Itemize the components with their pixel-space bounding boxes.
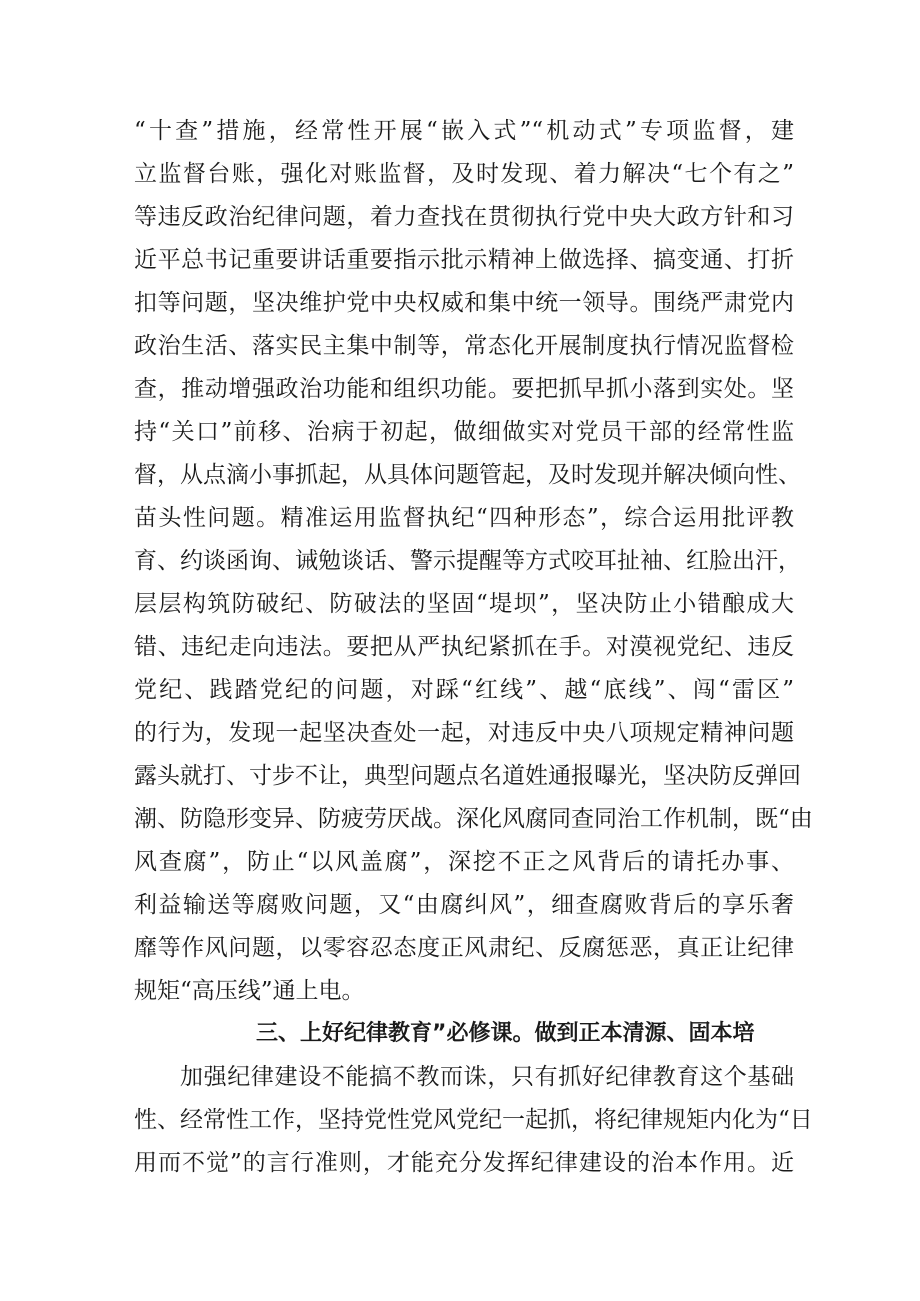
section-heading: 三、上好纪律教育”必修课。做到正本清源、固本培 bbox=[256, 1021, 755, 1046]
paragraph-line: 苗头性问题。精准运用监督执纪“四种形态”，综合运用批评教 bbox=[134, 505, 794, 531]
paragraph-line: “十查”措施，经常性开展“嵌入式”“机动式”专项监督，建 bbox=[134, 118, 794, 144]
paragraph-line: 近平总书记重要讲话重要指示批示精神上做选择、搞变通、打折 bbox=[134, 247, 794, 273]
paragraph-line: 性、经常性工作，坚持党性党风党纪一起抓，将纪律规矩内化为“日 bbox=[134, 1107, 813, 1133]
paragraph-line: 露头就打、寸步不让，典型问题点名道姓通报曝光，坚决防反弹回 bbox=[134, 763, 801, 789]
paragraph-line: 风查腐”，防止“以风盖腐”，深挖不正之风背后的请托办事、 bbox=[134, 849, 794, 875]
paragraph-line: 政治生活、落实民主集中制等，常态化开展制度执行情况监督检 bbox=[134, 333, 794, 359]
paragraph-line: 靡等作风问题，以零容忍态度正风肃纪、反腐惩恶，真正让纪律 bbox=[134, 935, 794, 961]
paragraph-line: 持“关口”前移、治病于初起，做细做实对党员干部的经常性监 bbox=[134, 419, 794, 445]
paragraph-line: 层层构筑防破纪、防破法的坚固“堤坝”，坚决防止小错酿成大 bbox=[134, 591, 794, 617]
paragraph-line: 利益输送等腐败问题，又“由腐纠风”，细查腐败背后的享乐奢 bbox=[134, 892, 794, 918]
paragraph-line: 加强纪律建设不能搞不教而诛，只有抓好纪律教育这个基础 bbox=[180, 1064, 794, 1090]
paragraph-line: 督，从点滴小事抓起，从具体问题管起，及时发现并解决倾向性、 bbox=[134, 462, 801, 488]
paragraph-line: 党纪、践踏党纪的问题，对踩“红线”、越“底线”、闯“雷区” bbox=[134, 677, 794, 703]
paragraph-line: 潮、防隐形变异、防疲劳厌战。深化风腐同查同治工作机制，既“由 bbox=[134, 806, 813, 832]
paragraph-line: 用而不觉”的言行准则，才能充分发挥纪律建设的治本作用。近 bbox=[134, 1150, 794, 1176]
paragraph-line: 立监督台账，强化对账监督，及时发现、着力解决“七个有之” bbox=[134, 161, 794, 187]
paragraph-line: 规矩“高压线”通上电。 bbox=[134, 978, 365, 1004]
paragraph-line: 错、违纪走向违法。要把从严执纪紧抓在手。对漠视党纪、违反 bbox=[134, 634, 794, 660]
paragraph-line: 扣等问题，坚决维护党中央权威和集中统一领导。围绕严肃党内 bbox=[134, 290, 794, 316]
paragraph-line: 等违反政治纪律问题，着力查找在贯彻执行党中央大政方针和习 bbox=[134, 204, 794, 230]
paragraph-line: 查，推动增强政治功能和组织功能。要把抓早抓小落到实处。坚 bbox=[134, 376, 794, 402]
paragraph-line: 育、约谈函询、诫勉谈话、警示提醒等方式咬耳扯袖、红脸出汗， bbox=[134, 548, 801, 574]
paragraph-line: 的行为，发现一起坚决查处一起，对违反中央八项规定精神问题 bbox=[134, 720, 794, 746]
